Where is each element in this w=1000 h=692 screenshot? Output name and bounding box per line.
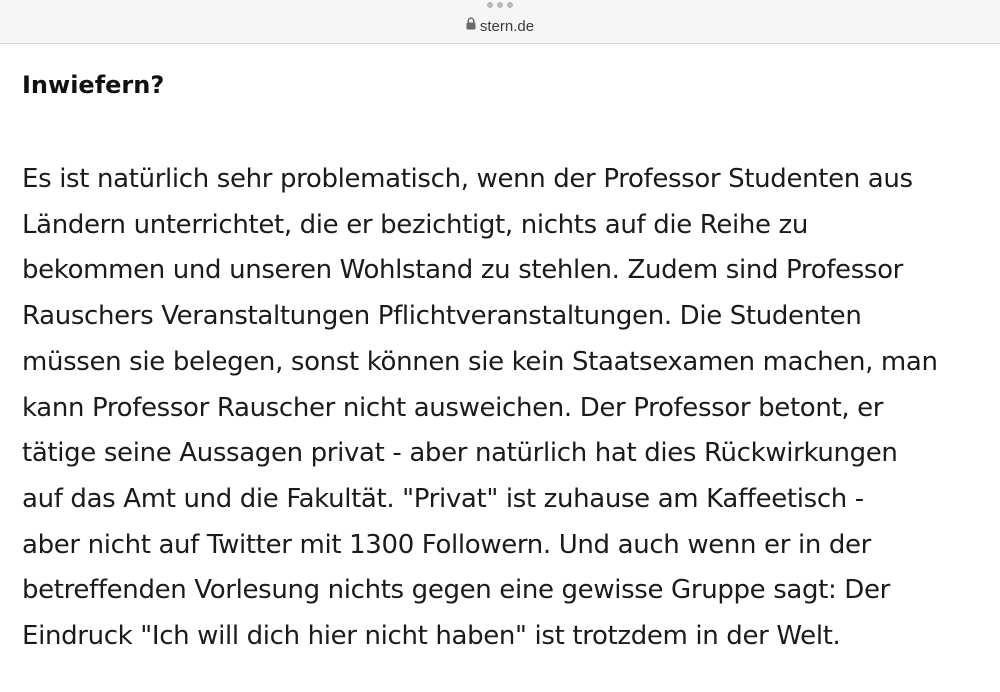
address-bar[interactable]: [0, 17, 1000, 37]
paragraph-line: kann Professor Rauscher nicht ausweichen. Der Professor betont, er: [22, 392, 884, 423]
paragraph-line: auf das Amt und die Fakultät. "Privat" ist zuhause am Kaffeetisch -: [22, 483, 864, 514]
dot: [507, 2, 513, 8]
paragraph-line: aber nicht auf Twitter mit 1300 Followern. Und auch wenn er in der: [22, 529, 872, 560]
paragraph-line: betreffenden Vorlesung nichts gegen eine gewisse Gruppe sagt: Der: [22, 575, 890, 606]
browser-top-bar: [0, 0, 1000, 44]
article-heading: Inwiefern?: [22, 71, 165, 99]
paragraph-line: bekommen und unseren Wohlstand zu stehlen. Zudem sind Professor: [22, 255, 903, 286]
dot: [487, 2, 493, 8]
article-paragraph: [22, 157, 982, 660]
lock-icon: [466, 16, 476, 36]
paragraph-line: tätige seine Aussagen privat - aber natürlich hat dies Rückwirkungen: [22, 438, 898, 469]
paragraph-line: Eindruck "Ich will dich hier nicht haben" ist trotzdem in der Welt.: [22, 621, 841, 652]
paragraph-line: Es ist natürlich sehr problematisch, wenn der Professor Studenten aus: [22, 164, 913, 194]
dot: [497, 2, 503, 8]
more-options-dots-icon[interactable]: [0, 2, 1000, 10]
url-domain: stern.de: [479, 18, 535, 36]
paragraph-line: Ländern unterrichtet, die er bezichtigt, nichts auf die Reihe zu: [22, 209, 808, 240]
paragraph-line: müssen sie belegen, sonst können sie kein Staatsexamen machen, man: [22, 346, 938, 377]
paragraph-line: Rauschers Veranstaltungen Pflichtveranstaltungen. Die Studenten: [22, 301, 862, 332]
